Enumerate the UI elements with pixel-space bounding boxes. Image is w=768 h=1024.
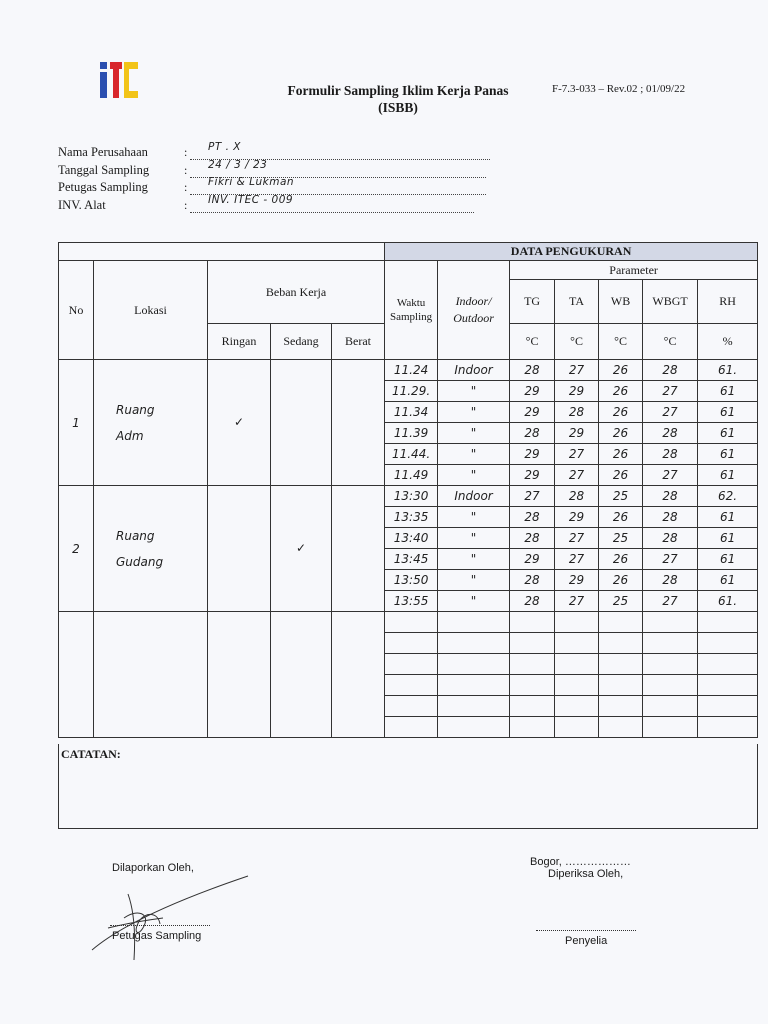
- cell-wb: 26: [599, 549, 643, 570]
- field-label: Petugas Sampling: [58, 180, 148, 194]
- param-tg: TG: [510, 280, 555, 324]
- cell-wb: 26: [599, 465, 643, 486]
- field-label: Tanggal Sampling: [58, 163, 150, 177]
- cell-ta: 27: [555, 444, 599, 465]
- cell-rh: 61: [698, 465, 758, 486]
- empty-cell: [599, 696, 643, 717]
- empty-cell: [385, 696, 438, 717]
- empty-cell: [555, 612, 599, 633]
- col-header-io: Indoor/ Outdoor: [438, 261, 510, 360]
- cell-tg: 29: [510, 465, 555, 486]
- cell-io: ": [438, 591, 510, 612]
- cell-wb: 25: [599, 591, 643, 612]
- unit-cell: °C: [555, 324, 599, 360]
- cell-wb: 26: [599, 360, 643, 381]
- cell-io: ": [438, 528, 510, 549]
- beban-berat-check: [332, 486, 385, 612]
- empty-cell: [510, 612, 555, 633]
- cell-io: ": [438, 465, 510, 486]
- cell-tg: 28: [510, 570, 555, 591]
- field-value: INV. ITEC - 009: [208, 194, 294, 206]
- cell-rh: 62.: [698, 486, 758, 507]
- cell-waktu: 11.34: [385, 402, 438, 423]
- row-no: 1: [59, 360, 94, 486]
- field-label: Nama Perusahaan: [58, 145, 148, 159]
- empty-cell: [555, 696, 599, 717]
- empty-cell: [698, 696, 758, 717]
- empty-cell: [510, 717, 555, 738]
- beban-ringan: Ringan: [208, 324, 271, 360]
- empty-cell: [385, 633, 438, 654]
- col-header-parameter: Parameter: [510, 261, 758, 280]
- unit-cell: °C: [643, 324, 698, 360]
- cell-rh: 61: [698, 549, 758, 570]
- table-row: [59, 360, 758, 381]
- cell-ta: 27: [555, 360, 599, 381]
- empty-cell: [698, 633, 758, 654]
- empty-cell: [643, 696, 698, 717]
- empty-cell: [643, 717, 698, 738]
- empty-cell: [643, 612, 698, 633]
- empty-cell: [555, 654, 599, 675]
- lokasi-line-1: Ruang: [116, 402, 155, 417]
- cell-ta: 27: [555, 528, 599, 549]
- cell-waktu: 11.44.: [385, 444, 438, 465]
- empty-cell: [599, 654, 643, 675]
- cell-waktu: 13:55: [385, 591, 438, 612]
- place-date: Bogor, ………………: [530, 856, 631, 868]
- empty-cell: [385, 654, 438, 675]
- cell-wb: 25: [599, 528, 643, 549]
- cell-ta: 28: [555, 402, 599, 423]
- empty-row: [59, 612, 758, 633]
- cell-io: ": [438, 549, 510, 570]
- field-colon: :: [184, 145, 188, 159]
- empty-cell: [555, 633, 599, 654]
- param-wbgt: WBGT: [643, 280, 698, 324]
- cell-tg: 27: [510, 486, 555, 507]
- cell-ta: 29: [555, 570, 599, 591]
- cell-waktu: 13:50: [385, 570, 438, 591]
- cell-waktu: 11.29.: [385, 381, 438, 402]
- empty-cell: [643, 633, 698, 654]
- col-header-beban: Beban Kerja: [208, 261, 385, 324]
- empty-cell: [599, 612, 643, 633]
- cell-rh: 61.: [698, 591, 758, 612]
- cell-rh: 61.: [698, 360, 758, 381]
- cell-rh: 61: [698, 507, 758, 528]
- signature-image: [88, 868, 253, 964]
- cell-tg: 29: [510, 549, 555, 570]
- col-header-lokasi: Lokasi: [94, 261, 208, 360]
- cell-io: Indoor: [438, 486, 510, 507]
- row-no: 2: [59, 486, 94, 612]
- empty-cell: [438, 717, 510, 738]
- blank-header-cell: [59, 243, 385, 261]
- lokasi-line-2: Adm: [116, 428, 144, 443]
- empty-cell: [385, 612, 438, 633]
- cell-ta: 29: [555, 423, 599, 444]
- cell-tg: 29: [510, 402, 555, 423]
- cell-wbgt: 28: [643, 528, 698, 549]
- section-title: DATA PENGUKURAN: [385, 243, 758, 261]
- empty-cell: [643, 654, 698, 675]
- cell-ta: 29: [555, 381, 599, 402]
- reported-by-role: Petugas Sampling: [112, 930, 202, 942]
- cell-ta: 29: [555, 507, 599, 528]
- cell-wbgt: 28: [643, 360, 698, 381]
- beban-ringan-check: [208, 486, 271, 612]
- cell-wb: 26: [599, 570, 643, 591]
- empty-cell: [510, 633, 555, 654]
- empty-cell: [643, 675, 698, 696]
- cell-waktu: 13:30: [385, 486, 438, 507]
- empty-cell: [555, 717, 599, 738]
- beban-berat-check: [332, 360, 385, 486]
- cell-tg: 28: [510, 360, 555, 381]
- cell-io: Indoor: [438, 360, 510, 381]
- cell-wb: 26: [599, 444, 643, 465]
- cell-rh: 61: [698, 444, 758, 465]
- col-header-waktu: Waktu Sampling: [385, 261, 438, 360]
- field-label: INV. Alat: [58, 198, 106, 212]
- cell-tg: 28: [510, 423, 555, 444]
- cell-wbgt: 28: [643, 486, 698, 507]
- cell-wbgt: 27: [643, 402, 698, 423]
- cell-wb: 26: [599, 402, 643, 423]
- cell-rh: 61: [698, 381, 758, 402]
- cell-wb: 26: [599, 381, 643, 402]
- field-colon: :: [184, 180, 188, 194]
- checked-by-caption: Diperiksa Oleh,: [548, 868, 624, 880]
- empty-cell: [438, 654, 510, 675]
- empty-cell: [94, 612, 208, 738]
- empty-cell: [438, 612, 510, 633]
- empty-cell: [555, 675, 599, 696]
- unit-cell: °C: [510, 324, 555, 360]
- cell-io: ": [438, 507, 510, 528]
- field-colon: :: [184, 198, 188, 212]
- empty-cell: [698, 654, 758, 675]
- cell-wbgt: 27: [643, 591, 698, 612]
- beban-ringan-check: ✓: [208, 360, 271, 486]
- form-title: [270, 82, 526, 116]
- table-row: [59, 486, 758, 507]
- cell-io: ": [438, 423, 510, 444]
- cell-io: ": [438, 381, 510, 402]
- itl-logo: [100, 62, 140, 100]
- lokasi-line-2: Gudang: [116, 554, 164, 569]
- empty-cell: [599, 675, 643, 696]
- cell-tg: 28: [510, 528, 555, 549]
- cell-waktu: 13:40: [385, 528, 438, 549]
- empty-cell: [599, 717, 643, 738]
- cell-wbgt: 27: [643, 549, 698, 570]
- cell-rh: 61: [698, 528, 758, 549]
- cell-tg: 29: [510, 444, 555, 465]
- cell-io: ": [438, 570, 510, 591]
- empty-cell: [599, 633, 643, 654]
- empty-cell: [438, 675, 510, 696]
- cell-wb: 26: [599, 507, 643, 528]
- cell-waktu: 11.39: [385, 423, 438, 444]
- cell-wbgt: 28: [643, 423, 698, 444]
- cell-wbgt: 28: [643, 570, 698, 591]
- lokasi-line-1: Ruang: [116, 528, 155, 543]
- beban-sedang-check: [271, 360, 332, 486]
- cell-rh: 61: [698, 570, 758, 591]
- col-header-no: No: [59, 261, 94, 360]
- empty-cell: [332, 612, 385, 738]
- cell-waktu: 11.49: [385, 465, 438, 486]
- field-value: PT . X: [208, 141, 241, 153]
- cell-wbgt: 27: [643, 381, 698, 402]
- title-line-2: (ISBB): [378, 100, 418, 115]
- cell-tg: 28: [510, 591, 555, 612]
- empty-cell: [208, 612, 271, 738]
- beban-sedang: Sedang: [271, 324, 332, 360]
- field-colon: :: [184, 163, 188, 177]
- cell-wb: 26: [599, 423, 643, 444]
- empty-cell: [698, 675, 758, 696]
- empty-cell: [59, 612, 94, 738]
- cell-waktu: 13:45: [385, 549, 438, 570]
- cell-ta: 27: [555, 591, 599, 612]
- beban-berat: Berat: [332, 324, 385, 360]
- cell-tg: 28: [510, 507, 555, 528]
- param-ta: TA: [555, 280, 599, 324]
- beban-sedang-check: ✓: [271, 486, 332, 612]
- field-line: [190, 212, 474, 213]
- notes-label: CATATAN:: [61, 747, 121, 761]
- param-rh: RH: [698, 280, 758, 324]
- cell-tg: 29: [510, 381, 555, 402]
- empty-cell: [438, 696, 510, 717]
- cell-io: ": [438, 444, 510, 465]
- param-wb: WB: [599, 280, 643, 324]
- empty-cell: [698, 612, 758, 633]
- cell-rh: 61: [698, 423, 758, 444]
- empty-cell: [698, 717, 758, 738]
- empty-cell: [385, 717, 438, 738]
- cell-wb: 25: [599, 486, 643, 507]
- field-value: Fikri & Lukman: [208, 176, 295, 188]
- cell-ta: 27: [555, 549, 599, 570]
- checked-by-role: Penyelia: [565, 935, 608, 947]
- cell-wbgt: 28: [643, 507, 698, 528]
- cell-rh: 61: [698, 402, 758, 423]
- reported-by-caption: Dilaporkan Oleh,: [112, 862, 194, 874]
- doc-code: F-7.3-033 – Rev.02 ; 01/09/22: [552, 83, 686, 95]
- unit-cell: °C: [599, 324, 643, 360]
- empty-cell: [510, 696, 555, 717]
- unit-cell: %: [698, 324, 758, 360]
- empty-cell: [385, 675, 438, 696]
- cell-waktu: 11.24: [385, 360, 438, 381]
- cell-wbgt: 27: [643, 465, 698, 486]
- cell-io: ": [438, 402, 510, 423]
- cell-ta: 27: [555, 465, 599, 486]
- cell-ta: 28: [555, 486, 599, 507]
- empty-cell: [271, 612, 332, 738]
- row-lokasi: [94, 360, 208, 486]
- empty-cell: [510, 654, 555, 675]
- cell-wbgt: 28: [643, 444, 698, 465]
- cell-waktu: 13:35: [385, 507, 438, 528]
- field-value: 24 / 3 / 23: [208, 159, 268, 171]
- notes-box: [58, 744, 758, 829]
- title-line-1: Formulir Sampling Iklim Kerja Panas: [287, 83, 509, 98]
- empty-cell: [510, 675, 555, 696]
- empty-cell: [438, 633, 510, 654]
- measurement-table: [58, 242, 758, 738]
- row-lokasi: [94, 486, 208, 612]
